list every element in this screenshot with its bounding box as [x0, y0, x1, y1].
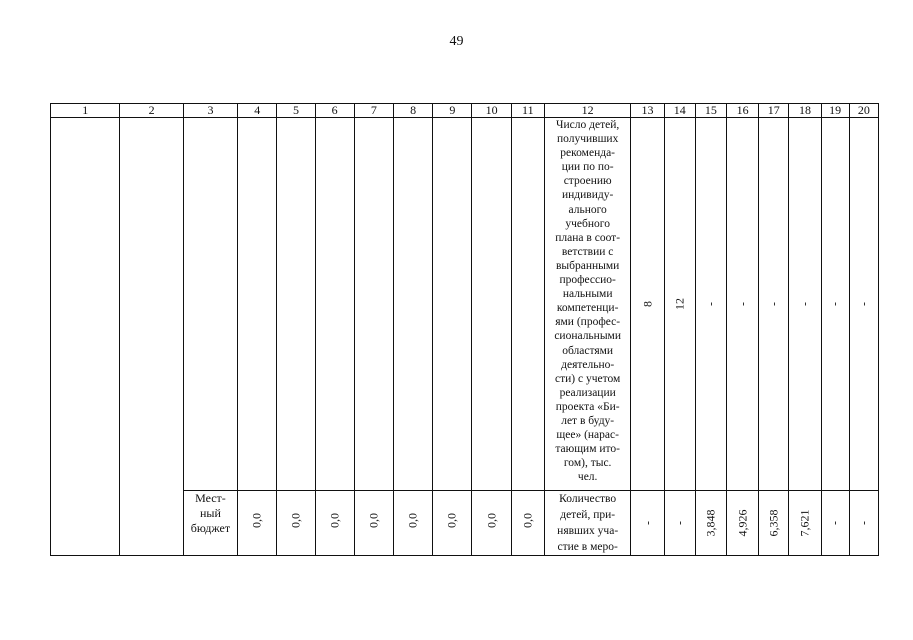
text-line: проекта «Би- [555, 400, 620, 413]
table-cell-empty [433, 118, 472, 491]
table-row-career-recommendations [51, 118, 879, 491]
value-cell [789, 118, 821, 491]
value-cell [849, 491, 878, 556]
value-2024: 7,621 [797, 509, 812, 537]
value-dash: - [827, 302, 842, 306]
value-cell [664, 118, 695, 491]
column-number: 11 [511, 104, 544, 118]
column-number: 1 [51, 104, 120, 118]
text-line: строению [563, 175, 612, 188]
text-line: бюджет [190, 521, 231, 535]
text-line: выбранными [555, 259, 620, 272]
column-number-row [51, 104, 879, 118]
funding-source [183, 491, 237, 556]
column-number: 4 [238, 104, 277, 118]
value-dash: - [735, 302, 750, 306]
value-dash: - [766, 302, 781, 306]
funding-value: 0,0 [444, 513, 459, 528]
value-dash: - [856, 521, 871, 525]
page-number: 49 [449, 34, 464, 49]
value-cell [759, 491, 789, 556]
value-dash: - [672, 521, 687, 525]
column-number: 20 [849, 104, 878, 118]
value-cell [759, 118, 789, 491]
value-cell [433, 491, 472, 556]
column-number: 15 [695, 104, 726, 118]
value-2021: 3,848 [703, 509, 718, 537]
text-line: реализации [559, 386, 616, 399]
text-line: лет в буду- [561, 414, 615, 427]
text-line: Мест- [195, 491, 226, 505]
text-line: ями (профес- [555, 316, 621, 329]
value-cell [511, 491, 544, 556]
text-line: получивших [556, 133, 619, 146]
funding-value: 0,0 [405, 513, 420, 528]
indicator-description [544, 491, 631, 556]
text-line: учебного [565, 217, 610, 230]
value-cell [726, 491, 758, 556]
value-cell [394, 491, 433, 556]
value-2020: 12 [672, 298, 687, 310]
column-number: 19 [821, 104, 849, 118]
column-number: 2 [120, 104, 183, 118]
text-line: сиональными [554, 330, 621, 343]
text-line: гом), тыс. [563, 457, 612, 470]
value-cell [789, 491, 821, 556]
text-line: ального [568, 203, 607, 216]
value-cell [238, 491, 277, 556]
value-dash: - [797, 302, 812, 306]
value-2019: 8 [640, 301, 655, 307]
funding-value: 0,0 [288, 513, 303, 528]
text-line: Число детей, [556, 119, 620, 131]
table-cell-empty [394, 118, 433, 491]
text-line: нальными [562, 288, 613, 301]
value-cell [821, 118, 849, 491]
value-cell [277, 491, 315, 556]
table-cell-empty [120, 118, 183, 556]
text-line: чел. [577, 471, 598, 484]
text-line: ветствии с [561, 245, 614, 258]
table-cell-empty [315, 118, 354, 491]
value-cell [631, 491, 664, 556]
column-number: 6 [315, 104, 354, 118]
text-line: деятельно- [561, 358, 615, 371]
funding-value: 0,0 [366, 513, 381, 528]
text-line: индивиду- [561, 189, 614, 202]
text-line: компетенци- [556, 302, 619, 315]
value-dash: - [640, 521, 655, 525]
value-cell [664, 491, 695, 556]
value-cell [726, 118, 758, 491]
text-line: тающим ито- [555, 443, 620, 456]
column-number: 16 [726, 104, 758, 118]
table-cell-empty [183, 118, 237, 491]
value-dash: - [827, 521, 842, 525]
column-number: 5 [277, 104, 315, 118]
text-line: ный [199, 506, 221, 520]
table-cell-empty [238, 118, 277, 491]
value-cell [354, 491, 393, 556]
text-line: областями [562, 344, 614, 357]
value-dash: - [856, 302, 871, 306]
text-line: рекоменда- [560, 147, 616, 160]
column-number: 14 [664, 104, 695, 118]
value-2022: 4,926 [735, 509, 750, 537]
column-number: 17 [759, 104, 789, 118]
column-number: 3 [183, 104, 237, 118]
funding-value: 0,0 [327, 513, 342, 528]
table-cell-empty [51, 118, 120, 556]
column-number: 8 [394, 104, 433, 118]
text-line: профессио- [559, 274, 616, 287]
funding-value: 0,0 [249, 513, 264, 528]
text-line: сти) с учетом [555, 372, 621, 385]
value-cell [631, 118, 664, 491]
indicator-description [544, 118, 631, 491]
value-cell [695, 491, 726, 556]
column-number: 18 [789, 104, 821, 118]
column-number: 9 [433, 104, 472, 118]
value-cell [315, 491, 354, 556]
table-cell-empty [354, 118, 393, 491]
funding-value: 0,0 [484, 513, 499, 528]
column-number: 10 [472, 104, 511, 118]
value-cell [695, 118, 726, 491]
value-cell [821, 491, 849, 556]
value-dash: - [703, 302, 718, 306]
text-line: плана в соот- [555, 231, 621, 244]
value-cell [849, 118, 878, 491]
text-line: нявших уча- [557, 525, 619, 537]
program-indicators-table [50, 103, 879, 556]
table-cell-empty [511, 118, 544, 491]
value-cell [472, 491, 511, 556]
text-line: стие в меро- [557, 541, 618, 553]
table-cell-empty [472, 118, 511, 491]
column-number: 7 [354, 104, 393, 118]
column-number: 13 [631, 104, 664, 118]
column-number: 12 [544, 104, 631, 118]
text-line: Количество [559, 493, 617, 505]
table-cell-empty [277, 118, 315, 491]
text-line: ции по по- [561, 161, 614, 174]
text-line: детей, при- [560, 509, 616, 521]
funding-value: 0,0 [520, 513, 535, 528]
value-2023: 6,358 [766, 509, 781, 537]
text-line: щее» (нарас- [556, 429, 619, 442]
